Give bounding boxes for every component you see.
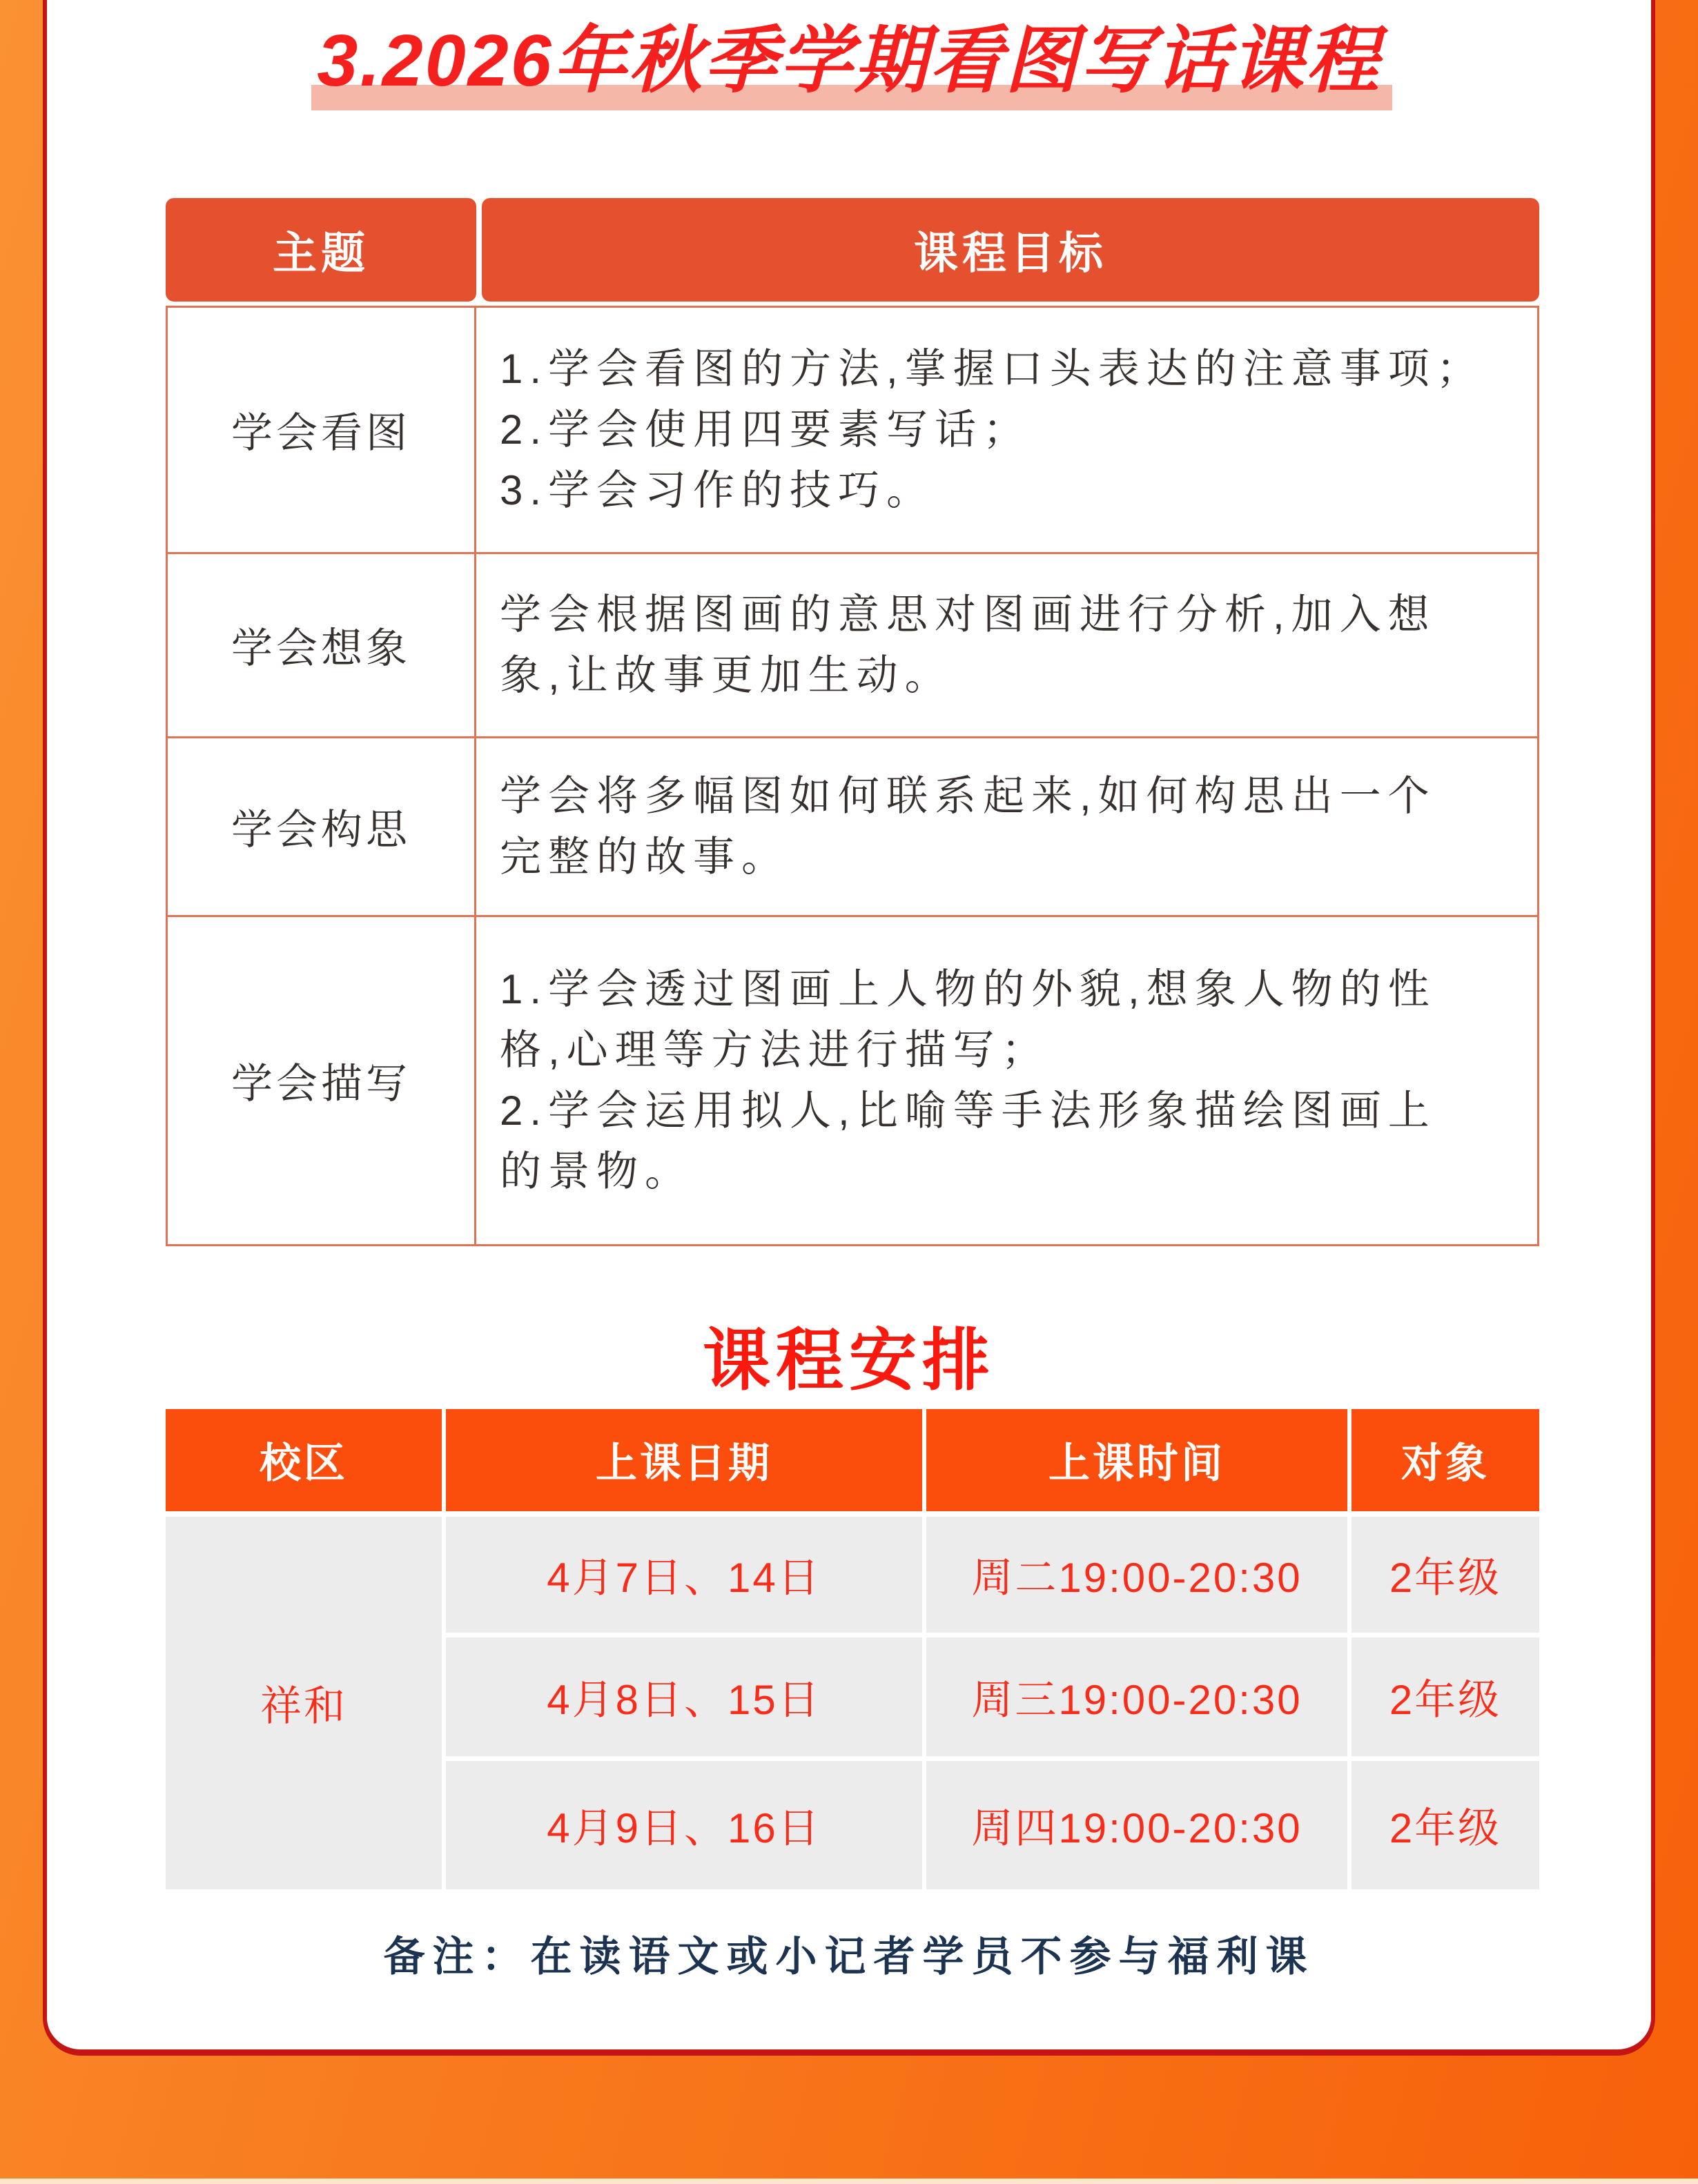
goal-line: 学会将多幅图如何联系起来,如何构思出一个 (500, 773, 1436, 819)
schedule-header-campus: 校区 (166, 1409, 442, 1511)
date-cell: 4月9日、16日 (446, 1761, 922, 1889)
page-title-wrap (47, 15, 1651, 107)
schedule-header-time: 上课时间 (926, 1409, 1347, 1511)
date-cell: 4月7日、14日 (446, 1517, 922, 1633)
time-cell: 周四19:00-20:30 (926, 1761, 1347, 1889)
table-row (168, 554, 1537, 738)
page-title-text: 3.2026年秋季学期看图写话课程 (317, 20, 1381, 101)
goals-header-objective: 课程目标 (482, 198, 1539, 302)
schedule-table-body (166, 1517, 1539, 1889)
goal-cell (476, 738, 1537, 915)
goal-line: 学会根据图画的意思对图画进行分析,加入想 (500, 591, 1436, 638)
goal-line: 1.学会看图的方法,掌握口头表达的注意事项； (500, 346, 1485, 392)
table-row (168, 308, 1537, 554)
goal-cell (476, 917, 1537, 1244)
date-cell: 4月8日、15日 (446, 1637, 922, 1756)
schedule-header-date: 上课日期 (446, 1409, 922, 1511)
goals-table-header (166, 198, 1539, 302)
goal-line: 2.学会运用拟人,比喻等手法形象描绘图画上 (500, 1088, 1436, 1134)
page-title (317, 15, 1380, 107)
note-text: 备注：在读语文或小记者学员不参与福利课 (383, 1934, 1315, 1980)
bottom-strip (0, 2178, 1698, 2184)
time-cell: 周三19:00-20:30 (926, 1637, 1347, 1756)
goal-line: 1.学会透过图画上人物的外貌,想象人物的性 (500, 966, 1436, 1012)
content-card (43, 0, 1655, 2056)
goal-line: 格,心理等方法进行描写； (500, 1027, 1050, 1073)
goal-line: 完整的故事。 (500, 834, 790, 880)
theme-cell: 学会看图 (168, 308, 476, 552)
table-row (168, 738, 1537, 917)
goals-header-theme: 主题 (166, 198, 476, 302)
table-row (168, 917, 1537, 1244)
target-cell: 2年级 (1351, 1517, 1539, 1633)
goal-line: 的景物。 (500, 1148, 693, 1194)
goal-line: 2.学会使用四要素写话； (500, 406, 1032, 453)
goal-cell (476, 554, 1537, 736)
goal-line: 3.学会习作的技巧。 (500, 467, 935, 513)
target-cell: 2年级 (1351, 1637, 1539, 1756)
time-cell: 周二19:00-20:30 (926, 1517, 1347, 1633)
schedule-section-title: 课程安排 (702, 1322, 995, 1398)
target-cell: 2年级 (1351, 1761, 1539, 1889)
course-goals-table (166, 198, 1539, 1246)
schedule-table-header (166, 1409, 1539, 1511)
goals-table-body (166, 306, 1539, 1246)
theme-cell: 学会描写 (168, 917, 476, 1244)
goal-line: 象,让故事更加生动。 (500, 652, 953, 698)
schedule-table (166, 1409, 1539, 1889)
goal-cell (476, 308, 1537, 552)
theme-cell: 学会构思 (168, 738, 476, 915)
theme-cell: 学会想象 (168, 554, 476, 736)
campus-cell: 祥和 (166, 1517, 442, 1889)
schedule-header-target: 对象 (1351, 1409, 1539, 1511)
